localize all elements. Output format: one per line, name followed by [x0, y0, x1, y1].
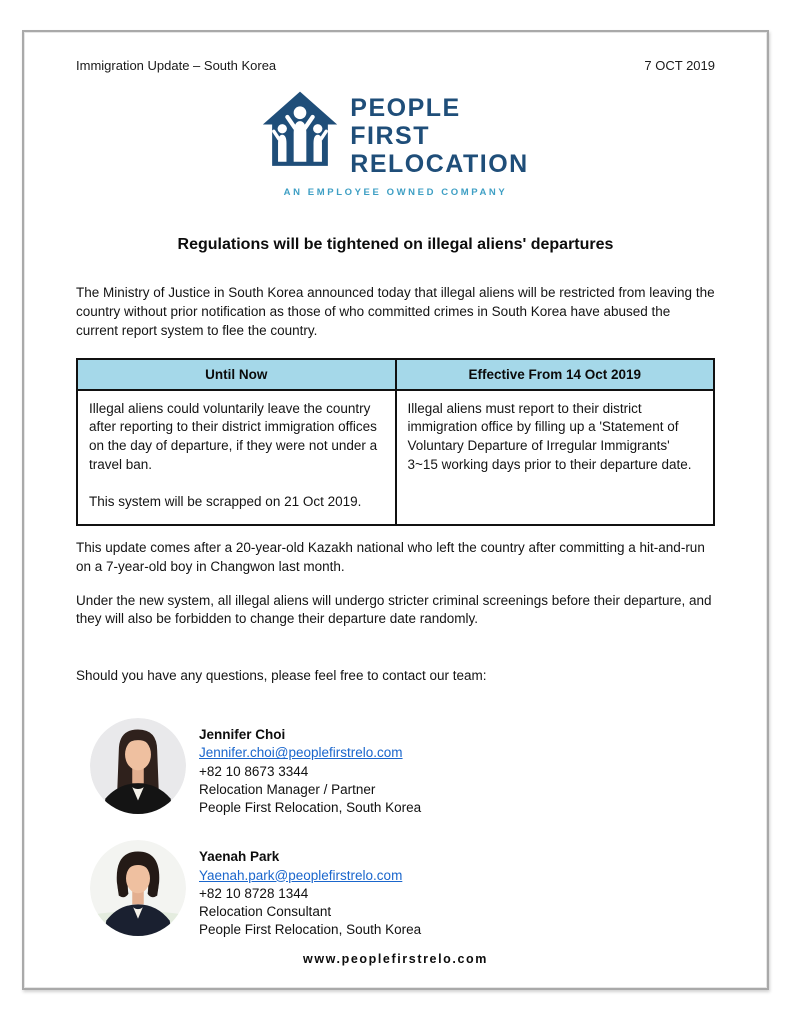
logo-word-first: FIRST [350, 121, 430, 150]
table-body-row [77, 390, 714, 525]
column-header-until-now: Until Now [77, 359, 396, 390]
contact-role: Relocation Manager / Partner [199, 781, 376, 797]
until-now-scrap-note: This system will be scrapped on 21 Oct 2019. [89, 494, 362, 510]
effective-from-text: Illegal aliens must report to their district immigration office by filling up a 'Statement of Voluntary Departure of Irregular Immigrants' 3~15 working days prior to their departure date. [407, 400, 692, 472]
effective-from-cell [396, 390, 715, 525]
article-headline: Regulations will be tightened on illegal aliens' departures [177, 236, 614, 253]
document-page [22, 30, 769, 990]
logo-word-relocation: RELOCATION [350, 149, 529, 178]
contact-card-yaenah-park [90, 840, 715, 939]
regulation-comparison-table [76, 358, 715, 526]
contact-name: Jennifer Choi [199, 727, 286, 743]
contact-photo-yaenah-park [90, 840, 186, 936]
logo-word-people: PEOPLE [350, 93, 461, 122]
house-people-logo-icon [262, 89, 338, 182]
company-logo [76, 89, 715, 200]
contact-email-link[interactable]: Jennifer.choi@peoplefirstrelo.com [199, 745, 403, 761]
contact-role: Relocation Consultant [199, 904, 332, 919]
contact-card-jennifer-choi [90, 718, 715, 817]
until-now-text: Illegal aliens could voluntarily leave the country after reporting to their district immigration offices on the day of departure, if they were not under a travel ban. [89, 400, 378, 472]
contact-photo-jennifer-choi [90, 718, 186, 814]
intro-paragraph: The Ministry of Justice in South Korea announced today that illegal aliens will be restricted from leaving the country without prior notification as those of who committed crimes in South Korea have abused the current report system to flee the country. [76, 285, 715, 338]
until-now-cell [77, 390, 396, 525]
update-reason-paragraph: This update comes after a 20-year-old Kazakh national who left the country after committing a hit-and-run on a 7-year-old boy in Changwon last month. [76, 539, 705, 574]
contact-name: Yaenah Park [199, 849, 280, 865]
document-date: 7 OCT 2019 [644, 58, 715, 73]
table-header-row [77, 359, 714, 390]
contact-company: People First Relocation, South Korea [199, 800, 422, 816]
contact-phone: +82 10 8728 1344 [199, 885, 309, 901]
column-header-effective-from: Effective From 14 Oct 2019 [396, 359, 715, 390]
contact-company: People First Relocation, South Korea [199, 922, 422, 938]
contact-phone: +82 10 8673 3344 [199, 763, 309, 779]
document-type-label: Immigration Update – South Korea [76, 58, 277, 73]
contact-email-link[interactable]: Yaenah.park@peoplefirstrelo.com [199, 867, 403, 883]
new-system-paragraph: Under the new system, all illegal aliens will undergo stricter criminal screenings before their departure, and they will also be forbidden to change their departure date randomly. [76, 592, 712, 627]
logo-tagline: AN EMPLOYEE OWNED COMPANY [283, 187, 508, 198]
document-header [76, 58, 715, 73]
logo-wordmark [350, 94, 528, 178]
contact-intro-paragraph: Should you have any questions, please feel free to contact our team: [76, 668, 487, 684]
footer-website-url: www.peoplefirstrelo.com [303, 952, 488, 966]
